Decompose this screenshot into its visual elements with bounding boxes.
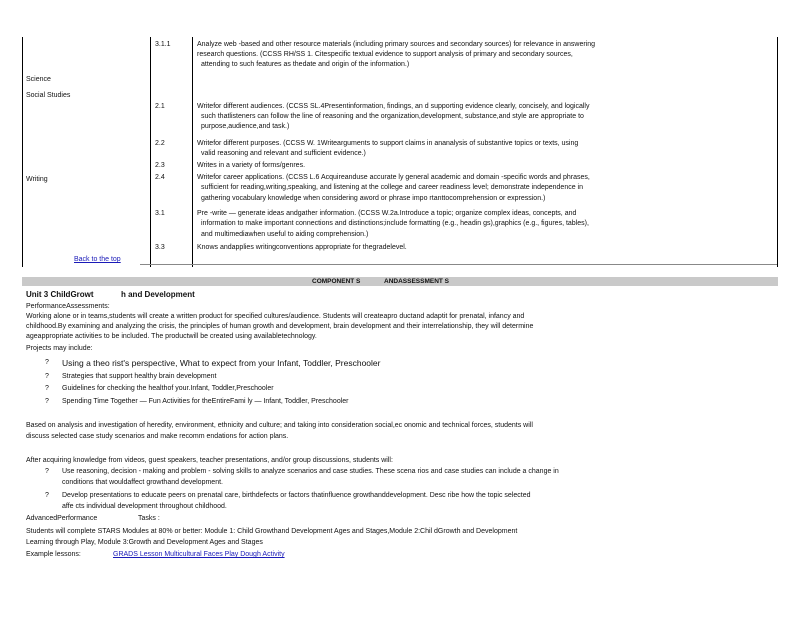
bullet-mark: ?: [45, 468, 49, 475]
standard-line: valid reasoning and relevant and sufficient evidence.): [201, 150, 366, 157]
table-border-right: [777, 37, 778, 267]
unit-title-rest: h and Development: [121, 290, 195, 299]
subject-label-science: Science: [26, 76, 51, 83]
bullet-text: affe cts individual development throughout childhood.: [62, 503, 227, 510]
paragraph-line: discuss selected case study scenarios and make recomm endations for action plans.: [26, 433, 289, 440]
row-num: 3.3: [155, 244, 165, 251]
row-num: 2.4: [155, 174, 165, 181]
bullet-mark: ?: [45, 492, 49, 499]
standard-line: such thatlisteners can follow the line of reasoning and the organization,development, substance,and style are appropriate to: [201, 113, 584, 120]
row-num: 3.1.1: [155, 41, 171, 48]
performance-assessments-heading: PerformanceAssessments:: [26, 303, 110, 310]
bullet-text: Guidelines for checking the healthof your.Infant, Toddler,Preschooler: [62, 385, 274, 392]
subject-label-writing: Writing: [26, 176, 48, 183]
standard-line: information to make important connections and distinctions;include formatting (e.g., headin gs),graphics (e.g., figures, tables),: [201, 220, 589, 227]
standard-line: Writefor different purposes. (CCSS W. 1Writearguments to support claims in ananalysis of substantive topics or texts, using: [197, 140, 579, 147]
bullet-text: conditions that wouldaffect growthand development.: [62, 479, 223, 486]
standard-line: attending to such features as thedate and origin of the information.): [201, 61, 410, 68]
standard-line: Knows andapplies writingconventions appropriate for thegradelevel.: [197, 244, 407, 251]
standard-line: Pre -write — generate ideas andgather information. (CCSS W.2a.Introduce a topic; organize complex ideas, concepts, and: [197, 210, 577, 217]
tasks-label: Tasks :: [138, 515, 160, 522]
table-border-left: [22, 37, 23, 267]
bullet-text: Using a theo rist's perspective, What to expect from your Infant, Toddler, Preschooler: [62, 358, 381, 368]
back-link-divider: [140, 264, 777, 265]
standard-line: purpose,audience,and task.): [201, 123, 290, 130]
components-header-left: COMPONENT S: [312, 278, 361, 285]
projects-label: Projects may include:: [26, 345, 93, 352]
standard-line: research questions. (CCSS RH/SS 1. Citespecific textual evidence to support analysis of primary and secondary sources,: [197, 51, 573, 58]
row-num: 3.1: [155, 210, 165, 217]
bullet-text: Spending Time Together — Fun Activities for theEntireFami ly — Infant, Toddler, Preschooler: [62, 398, 349, 405]
paragraph-line: After acquiring knowledge from videos, guest speakers, teacher presentations, and/or group discussions, students will:: [26, 457, 393, 464]
paragraph-line: Based on analysis and investigation of heredity, environment, ethnicity and culture; and taking into consideration social,ec onomic and technical forces, students will: [26, 422, 533, 429]
bullet-text: Develop presentations to educate peers on prenatal care, birthdefects or factors thatinfluence growthanddevelopment. Desc ribe how the topic selected: [62, 492, 531, 499]
bullet-text: Use reasoning, decision - making and problem - solving skills to analyze scenarios and case studies. These scena rios and case studies can include a change in: [62, 468, 559, 475]
components-header-right: ANDASSESSMENT S: [384, 278, 450, 285]
bullet-text: Strategies that support healthy brain development: [62, 373, 217, 380]
paragraph-line: Working alone or in teams,students will create a written product for specified cultures/audience. Students will createapro ductand adaptit for prenatal, infancy and: [26, 313, 525, 320]
bullet-mark: ?: [45, 385, 49, 392]
bullet-mark: ?: [45, 373, 49, 380]
row-num: 2.2: [155, 140, 165, 147]
unit-title: Unit 3 ChildGrowt: [26, 290, 94, 299]
standard-line: gathering vocabulary knowledge when considering aword or phrase impo rtanttocomprehension or expression.): [201, 195, 546, 202]
row-num: 2.3: [155, 162, 165, 169]
standard-line: sufficient for reading,writing,speaking, and listening at the college and career readiness level; demonstrate independence in: [201, 184, 583, 191]
back-to-top-link[interactable]: Back to the top: [74, 256, 121, 263]
standard-line: and multimediawhen useful to aiding comprehension.): [201, 231, 369, 238]
row-num: 2.1: [155, 103, 165, 110]
bullet-mark: ?: [45, 359, 49, 366]
example-lessons-link[interactable]: GRADS Lesson Multicultural Faces Play Dough Activity: [113, 551, 285, 558]
subject-label-social-studies: Social Studies: [26, 92, 71, 99]
table-divider-1: [150, 37, 151, 267]
standard-line: Writes in a variety of forms/genres.: [197, 162, 306, 169]
example-lessons-label: Example lessons:: [26, 551, 81, 558]
table-divider-2: [192, 37, 193, 267]
paragraph-line: ageappropriate activities to be included. The productwill be created using availabletechnology.: [26, 333, 317, 340]
advanced-performance-label: AdvancedPerformance: [26, 515, 98, 522]
bullet-mark: ?: [45, 398, 49, 405]
paragraph-line: childhood.By examining and analyzing the crisis, the principles of human growth and development, brain development and their interrelationship, they will determine: [26, 323, 534, 330]
paragraph-line: Learning through Play, Module 3:Growth and Development Ages and Stages: [26, 539, 263, 546]
standard-line: Writefor different audiences. (CCSS SL.4Presentinformation, findings, an d supporting evidence clearly, concisely, and logically: [197, 103, 590, 110]
standard-line: Writefor career applications. (CCSS L.6 Acquireanduse accurate ly general academic and domain -specific words and phrases,: [197, 174, 590, 181]
standard-line: Analyze web -based and other resource materials (including primary sources and secondary sources) for relevance in answering: [197, 41, 596, 48]
paragraph-line: Students will complete STARS Modules at 80% or better: Module 1: Child Growthand Development Ages and Stages,Module 2:Chil dGrowth and Development: [26, 528, 518, 535]
